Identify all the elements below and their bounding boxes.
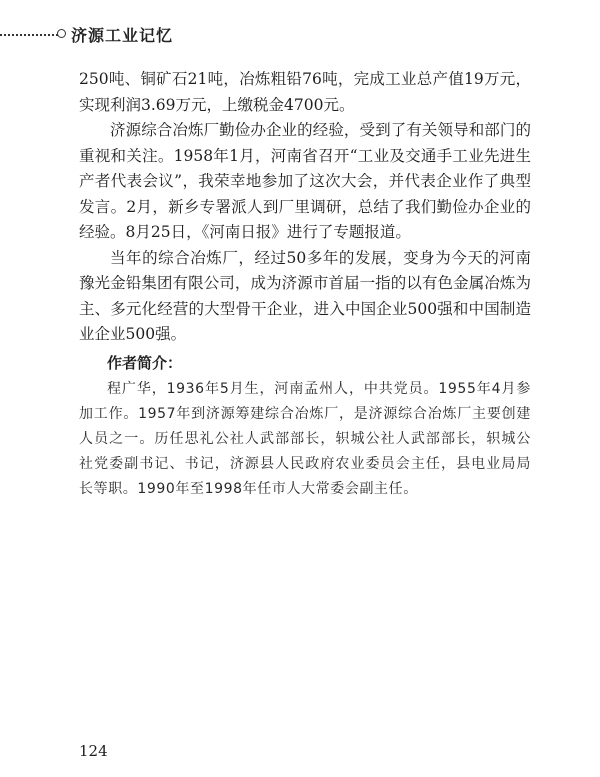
author-heading: 作者简介： [107, 353, 183, 372]
running-header [0, 22, 600, 46]
header-dotted-line [0, 34, 58, 36]
paragraph-continuation: 250吨、铜矿石21吨，冶炼粗铅76吨，完成工业总产值19万元，实现利润3.69万元，上缴税金4700元。 [79, 70, 531, 114]
page-content [79, 67, 531, 502]
paragraph-experience: 济源综合冶炼厂勤俭办企业的经验，受到了有关领导和部门的重视和关注。1958年1月，河南省召开“工业及交通手工业先进生产者代表会议”，我荣幸地参加了这次大会，并代表企业作了典型发言。2月，新乡专署派人到厂里调研，总结了我们勤俭办企业的经验。8月25日，《河南日报》进行了专题报道。 [79, 121, 531, 241]
header-circle-ornament [57, 29, 66, 38]
author-bio: 程广华，1936年5月生，河南孟州人，中共党员。1955年4月参加工作。1957年到济源筹建综合冶炼厂，是济源综合冶炼厂主要创建人员之一。历任思礼公社人武部部长，轵城公社人武部部长，轵城公社党委副书记、书记，济源县人民政府农业委员会主任，县电业局局长等职。1990年至1998年任市人大常委会副主任。 [79, 380, 531, 497]
page-number: 124 [79, 742, 108, 760]
book-title: 济源工业记忆 [71, 26, 174, 45]
paragraph-development: 当年的综合冶炼厂，经过50多年的发展，变身为今天的河南豫光金铅集团有限公司，成为济源市首届一指的以有色金属冶炼为主、多元化经营的大型骨干企业，进入中国企业500强和中国制造业企业500强。 [79, 248, 531, 343]
